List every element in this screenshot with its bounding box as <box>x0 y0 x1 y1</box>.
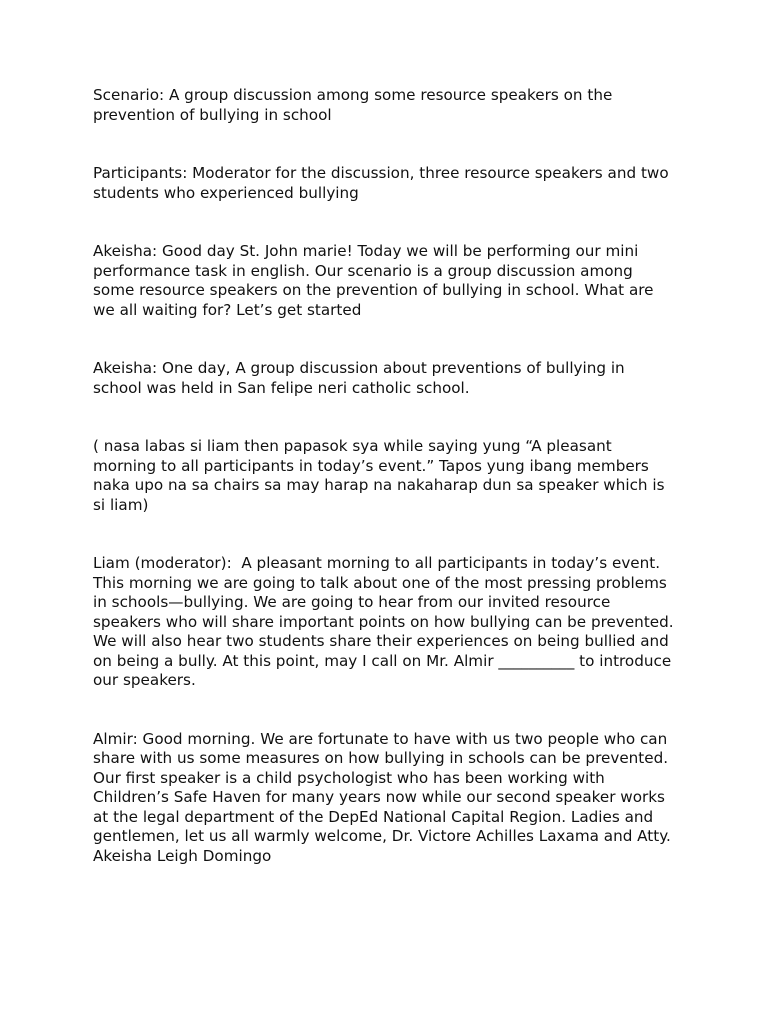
akeisha-intro-paragraph: Akeisha: Good day St. John marie! Today we will be performing our mini performance task in english. Our scenario is a group discussion among some resource speakers on the prevention of bullying in school. What are we all waiting for? Let’s get started <box>93 242 659 319</box>
participants-paragraph: Participants: Moderator for the discussion, three resource speakers and two students who experienced bullying <box>93 164 674 202</box>
akeisha-setting-paragraph: Akeisha: One day, A group discussion about preventions of bullying in school was held in San felipe neri catholic school. <box>93 359 630 397</box>
liam-moderator-paragraph: Liam (moderator): A pleasant morning to all participants in today’s event. This morning we are going to talk about one of the most pressing problems in schools—bullying. We are going to hear from our invited resource speakers who will share important points on how bullying can be prevented. We will also hear two students share their experiences on being bullied and on being a bully. At this point, may I call on Mr. Almir __________ to introduce our speakers. <box>93 554 679 689</box>
scenario-paragraph: Scenario: A group discussion among some resource speakers on the prevention of bullying in school <box>93 86 618 124</box>
stage-direction-paragraph: ( nasa labas si liam then papasok sya while saying yung “A pleasant morning to all participants in today’s event.” Tapos yung ibang members naka upo na sa chairs sa may harap na nakaharap dun sa speaker which is si liam) <box>93 437 670 514</box>
document-body <box>93 86 678 905</box>
almir-paragraph: Almir: Good morning. We are fortunate to have with us two people who can share with us some measures on how bullying in schools can be prevented. Our first speaker is a child psychologist who has been working with Children’s Safe Haven for many years now while our second speaker works at the legal department of the DepEd National Capital Region. Ladies and gentlemen, let us all warmly welcome, Dr. Victore Achilles Laxama and Atty. Akeisha Leigh Domingo <box>93 729 676 865</box>
